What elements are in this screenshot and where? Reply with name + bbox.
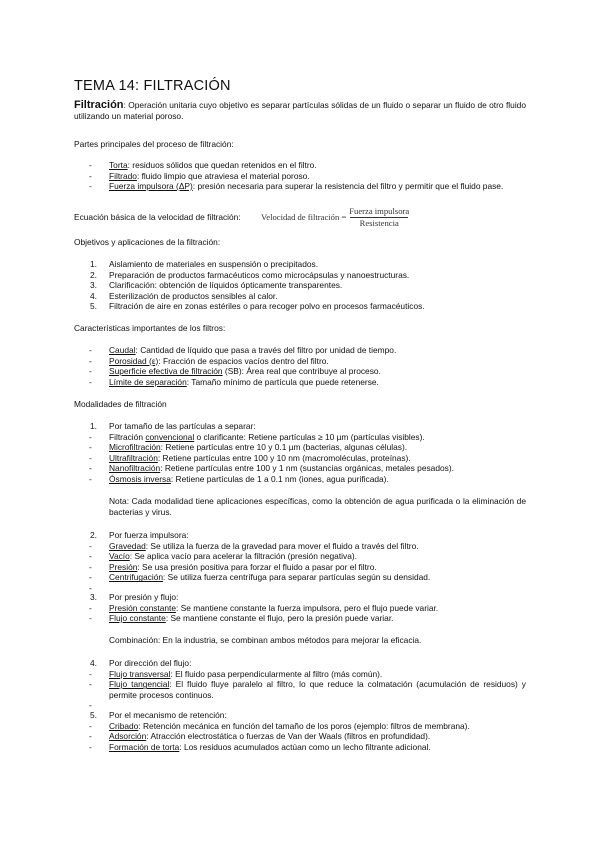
list-item: [74, 679, 526, 700]
term: Nanofiltración: [109, 463, 161, 474]
list-item: [74, 432, 526, 443]
group-number: 2.: [90, 530, 97, 540]
desc: : Retención mecánica en función del tamaño de los poros (ejemplo: filtros de membrana).: [138, 720, 470, 731]
bullet-dash: -: [89, 452, 92, 463]
section-heading-caracteristicas: Características importantes de los filtros:: [74, 323, 226, 333]
bullet-dash: -: [89, 700, 92, 711]
section-heading-objetivos: Objetivos y aplicaciones de la filtración:: [74, 237, 221, 247]
desc: : presión necesaria para superar la resistencia del filtro y permitir que el fluido pase.: [192, 181, 504, 192]
bullet-dash: -: [89, 345, 92, 355]
list-item: [74, 160, 526, 171]
desc: : Se utiliza fuerza centrífuga para separar partículas según su densidad.: [163, 572, 431, 583]
desc: : Se usa presión positiva para forzar el fluido a pasar por el filtro.: [137, 561, 377, 572]
equation-label: Ecuación básica de la velocidad de filtración:: [74, 212, 241, 222]
bullet-dash: -: [89, 731, 92, 742]
term: Fuerza impulsora (ΔP): [109, 181, 193, 192]
desc: : Se utiliza la fuerza de la gravedad para mover el fluido a través del filtro.: [145, 540, 419, 551]
intro-paragraph: [74, 100, 526, 121]
desc: o clarificante: Retiene partículas ≥ 10 µm (partículas visibles).: [194, 431, 425, 442]
group-title-text: Por tamaño de las partículas a separar:: [109, 421, 256, 431]
term: Porosidad (ε): [109, 355, 159, 366]
bullet-dash: -: [89, 720, 92, 731]
term: Adsorción: [109, 731, 147, 742]
equation-numerator: Fuerza impulsora: [349, 206, 410, 216]
group-title: [74, 710, 526, 721]
term: Ósmosis inversa: [109, 473, 171, 484]
note-paragraph: Nota: Cada modalidad tiene aplicaciones específicas, como la obtención de agua purificada o la eliminación de bacterias y virus.: [109, 496, 526, 517]
desc: : Se mantiene constante el flujo, pero la presión puede variar.: [165, 613, 394, 624]
list-item: [74, 721, 526, 732]
bullet-dash: -: [89, 540, 92, 551]
intro-text: : Operación unitaria cuyo objetivo es separar partículas sólidas de un fluido o separar un fluido de otro fluido utilizando un material poroso.: [74, 100, 526, 121]
list-item: [74, 562, 526, 573]
list-item: [74, 541, 526, 552]
bullet-dash: -: [89, 551, 92, 562]
objetivos-list: [74, 259, 526, 312]
desc: : Cantidad de líquido que pasa a través del filtro por unidad de tiempo.: [135, 345, 397, 355]
item-number: 2.: [90, 269, 97, 280]
group-title: [74, 530, 526, 541]
desc: : Se mantiene constante la fuerza impulsora, pero el flujo puede variar.: [176, 602, 439, 613]
list-item: [74, 442, 526, 453]
bullet-dash: -: [89, 376, 92, 387]
list-item: [74, 742, 526, 753]
list-item: [74, 356, 526, 367]
list-item: [74, 474, 526, 485]
bullet-dash: -: [89, 170, 92, 181]
group-title: [74, 421, 526, 432]
bullet-dash: -: [89, 741, 92, 752]
equation-formula: [261, 207, 409, 228]
modalidad-group-1: [74, 421, 526, 485]
list-item: [74, 270, 526, 281]
modalidad-group-5: [74, 710, 526, 752]
modalidad-group-2: [74, 530, 526, 593]
bullet-dash: -: [89, 181, 92, 192]
intro-lead: Filtración: [74, 99, 124, 111]
list-item: [74, 171, 526, 182]
partes-list: [74, 160, 526, 192]
term: Vacío: [109, 551, 130, 562]
desc: : Retiene partículas entre 10 y 0.1 µm (bacterias, algunas células).: [160, 442, 408, 453]
equation-fraction: [349, 207, 409, 228]
item-text: Aislamiento de materiales en suspensión o precipitados.: [109, 259, 319, 269]
item-number: 3.: [90, 280, 97, 291]
equation-lhs: Velocidad de filtración =: [261, 212, 347, 223]
list-item: [74, 345, 526, 356]
group-title-text: Por fuerza impulsora:: [109, 530, 189, 540]
desc: : El fluido fluye paralelo al filtro, lo que reduce la colmatación (acumulación de residuos) y permite procesos continuos.: [109, 679, 526, 700]
list-item: [74, 551, 526, 562]
bullet-dash: -: [89, 366, 92, 377]
item-text: Filtración de aire en zonas estériles o para recoger polvo en procesos farmacéuticos.: [109, 301, 425, 312]
term: Ultrafiltración: [109, 452, 158, 463]
list-item: [74, 669, 526, 680]
term: Presión constante: [109, 602, 177, 613]
group-title-text: Por presión y flujo:: [109, 592, 179, 602]
list-item: [74, 366, 526, 377]
bullet-dash: -: [89, 442, 92, 453]
bullet-dash: -: [89, 463, 92, 474]
equation-denominator: Resistencia: [359, 218, 399, 228]
list-item: [74, 377, 526, 388]
item-number: 4.: [90, 290, 97, 301]
group-title-text: Por dirección del flujo:: [109, 658, 192, 668]
group-title: [74, 658, 526, 669]
item-number: 5.: [90, 301, 97, 312]
desc: : Retiene partículas de 1 a 0.1 nm (iones, agua purificada).: [170, 473, 389, 484]
list-item: [74, 572, 526, 583]
pre: Filtración: [109, 431, 146, 442]
list-item: [74, 291, 526, 302]
term: Caudal: [109, 345, 136, 355]
desc: (SB): Área real que contribuye al proceso.: [222, 366, 381, 377]
bullet-dash: -: [89, 561, 92, 572]
list-item: [74, 280, 526, 291]
bullet-dash: -: [89, 613, 92, 624]
desc: : residuos sólidos que quedan retenidos en el filtro.: [127, 160, 317, 170]
bullet-dash: -: [89, 572, 92, 583]
term: Filtrado: [109, 170, 137, 181]
desc: : Retiene partículas entre 100 y 1 nm (sustancias orgánicas, metales pesados).: [160, 463, 454, 474]
term: Flujo constante: [109, 613, 166, 624]
term: Centrifugación: [109, 572, 164, 583]
group-title: [74, 592, 526, 603]
term: Presión: [109, 561, 138, 572]
desc: : Se aplica vacío para acelerar la filtración (presión negativa).: [129, 551, 357, 562]
bullet-dash: -: [89, 355, 92, 366]
bullet-dash: -: [89, 679, 92, 690]
term: Límite de separación: [109, 376, 187, 387]
list-item: [74, 181, 526, 192]
list-item: [74, 259, 526, 270]
list-item: [74, 603, 526, 614]
desc: : Los residuos acumulados actúan como un lecho filtrante adicional.: [179, 741, 431, 752]
term: Superficie efectiva de filtración: [109, 366, 223, 377]
bullet-dash: -: [89, 582, 92, 593]
list-item: [74, 463, 526, 474]
group-number: 3.: [90, 592, 97, 602]
item-text: Clarificación: obtención de líquidos ópticamente transparentes.: [109, 280, 343, 291]
term: convencional: [145, 431, 195, 442]
term: Gravedad: [109, 540, 146, 551]
bullet-dash: -: [89, 602, 92, 613]
desc: : Tamaño mínimo de partícula que puede retenerse.: [186, 376, 379, 387]
group-number: 1.: [90, 421, 97, 431]
bullet-dash: -: [89, 668, 92, 679]
combination-paragraph: Combinación: En la industria, se combinan ambos métodos para mejorar la eficacia.: [109, 635, 422, 645]
bullet-dash: -: [89, 473, 92, 484]
page-title: TEMA 14: FILTRACIÓN: [74, 78, 231, 94]
desc: : El fluido pasa perpendicularmente al filtro (más común).: [170, 668, 383, 679]
modalidad-group-3: [74, 592, 526, 624]
term: Formación de torta: [109, 741, 180, 752]
list-item: [74, 731, 526, 742]
term: Microfiltración: [109, 442, 161, 453]
desc: : fluido limpio que atraviesa el material poroso.: [136, 170, 310, 181]
term: Torta: [109, 160, 128, 170]
modalidad-group-4: [74, 658, 526, 711]
item-number: 1.: [90, 259, 97, 269]
group-number: 4.: [90, 658, 97, 668]
term: Flujo transversal: [109, 668, 171, 679]
group-title-text: Por el mecanismo de retención:: [109, 710, 227, 720]
section-heading-partes: Partes principales del proceso de filtración:: [74, 139, 234, 149]
list-item: [74, 613, 526, 624]
desc: : Atracción electrostática o fuerzas de Van der Waals (filtros en profundidad).: [146, 731, 431, 742]
desc: : Retiene partículas entre 100 y 10 nm (macromoléculas, proteínas).: [157, 452, 411, 463]
item-text: Esterilización de productos sensibles al calor.: [109, 290, 278, 301]
desc: : Fracción de espacios vacíos dentro del filtro.: [158, 355, 329, 366]
term: Flujo tangencial: [109, 679, 170, 690]
bullet-dash: -: [89, 431, 92, 442]
section-heading-modalidades: Modalidades de filtración: [74, 399, 167, 409]
list-item: [74, 453, 526, 464]
item-text: Preparación de productos farmacéuticos como microcápsulas y nanoestructuras.: [109, 269, 410, 280]
list-item: [74, 301, 526, 312]
bullet-dash: -: [89, 160, 92, 170]
term: Cribado: [109, 720, 139, 731]
caracteristicas-list: [74, 345, 526, 387]
group-number: 5.: [90, 710, 97, 720]
